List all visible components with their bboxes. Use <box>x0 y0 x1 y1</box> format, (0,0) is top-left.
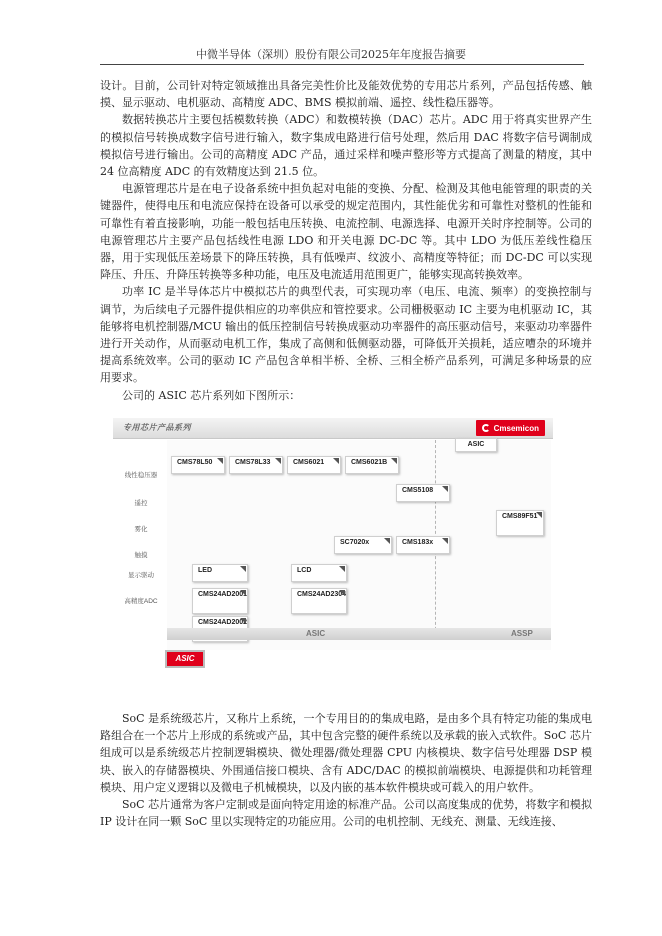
header-divider <box>100 64 584 65</box>
cmsemicon-logo <box>476 420 545 436</box>
chip-cms89f51: CMS89F51 <box>496 510 544 536</box>
chip-cms183x: CMS183x <box>396 536 450 554</box>
text-section-1 <box>100 77 592 404</box>
row-label-adc: 高精度ADC <box>124 598 158 605</box>
row-label-atomize: 雾化 <box>134 526 148 533</box>
chip-cms6021b: CMS6021B <box>345 456 399 474</box>
paragraph-soc-definition: SoC 是系统级芯片，又称片上系统，一个专用目的的集成电路，是由多个具有特定功能的集成电路组合在一个芯片上形成的系统或产品，其中包含完整的硬件系统以及承载的嵌入式软件。SoC 芯片组成可以是系统级芯片控制逻辑模块、微处理器/微处理器 CPU 内核模块、数字信号处理器 DSP 模块、嵌入的存储器模块、外围通信接口模块、含有 ADC/DAC 的模拟前端模块、电源提供和功耗管理模块、用户定义逻辑以及微电子机械模块，以及内嵌的基本软件模块或可载入的用户软件。 <box>100 712 592 794</box>
category-axis-bar <box>167 628 551 640</box>
logo-mark-icon <box>482 424 490 432</box>
logo-text: Cmsemicon <box>493 423 539 433</box>
chip-cms5108: CMS5108 <box>396 484 450 502</box>
page-header: 中微半导体（深圳）股份有限公司2025年年度报告摘要 <box>196 48 466 61</box>
chip-cms24ad2304: CMS24AD2304 <box>291 588 347 614</box>
chip-cms24ad2001: CMS24AD2001 <box>192 588 248 614</box>
paragraph-soc-products: SoC 芯片通常为客户定制或是面向特定用途的标准产品。公司以高度集成的优势，将数字和模拟 IP 设计在同一颗 SoC 里以实现特定的功能应用。公司的电机控制、无线充、测量、无线连接、 <box>100 798 592 829</box>
chip-sc7020x: SC7020x <box>334 536 392 554</box>
paragraph-data-converter: 数据转换芯片主要包括模数转换（ADC）和数模转换（DAC）芯片。ADC 用于将真实世界产生的模拟信号转换成数字信号进行输入，数字集成电路进行信号处理，然后用 DAC 将数字信号调制成模拟信号进行输出。公司的高精度 ADC 产品，通过采样和噪声整形等方式提高了测量的精度，其中 24 位高精度 ADC 的有效精度达到 21.5 位。 <box>100 113 592 179</box>
asic-product-figure <box>113 418 553 668</box>
row-label-display: 显示驱动 <box>128 572 154 579</box>
row-label-ldo: 线性稳压器 <box>124 472 158 479</box>
paragraph-asic-intro: 设计。目前，公司针对特定领域推出具备完美性价比及能效优势的专用芯片系列，产品包括传感、触摸、显示驱动、电机驱动、高精度 ADC、BMS 模拟前端、遥控、线性稳压器等。 <box>100 79 592 110</box>
asic-badge: ASIC <box>165 650 205 668</box>
text-section-2 <box>100 710 592 830</box>
paragraph-power-ic: 功率 IC 是半导体芯片中模拟芯片的典型代表，可实现功率（电压、电流、频率）的变换控制与调节，为后续电子元器件提供相应的功率供应和管控要求。公司栅极驱动 IC 主要为电机驱动 IC，其能够将电机控制器/MCU 输出的低压控制信号转换成驱动功率器件的高压驱动信号，来驱动功率器件进行开关动作，从而驱动电机工作，集成了高侧和低侧驱动器，可降低开关损耗，适应嘈杂的环境并提高系统效率。公司的驱动 IC 产品包含单相半桥、全桥、三相全桥产品系列，可满足多种场景的应用要求。 <box>100 285 592 385</box>
axis-label-assp: ASSP <box>511 629 533 638</box>
chip-cms24ad2002: CMS24AD2002 <box>192 616 248 642</box>
chip-lcd: LCD <box>291 564 347 582</box>
axis-label-asic: ASIC <box>306 629 326 638</box>
figure-title: 专用芯片产品系列 <box>123 423 191 432</box>
row-label-touch: 触摸 <box>134 552 148 559</box>
chip-cms78l50: CMS78L50 <box>171 456 225 474</box>
paragraph-figure-caption: 公司的 ASIC 芯片系列如下图所示： <box>122 388 301 402</box>
paragraph-power-management: 电源管理芯片是在电子设备系统中担负起对电能的变换、分配、检测及其他电能管理的职责的关键器件，使得电压和电流应保持在设备可以承受的规定范围内，其性能优劣和可靠性对整机的性能和可靠性有着直接影响，功能一般包括电压转换、电流控制、电源选择、电源开关时序控制等。公司的电源管理芯片主要产品包括线性电源 LDO 和开关电源 DC-DC 等。其中 LDO 为低压差线性稳压器，用于实现低压差场景下的降压转换，具有低噪声、纹波小、高精度等特征；而 DC-DC 可以实现降压、升压、升降压转换等多种功能，电压及电流适用范围更广，能够实现高转换效率。 <box>100 182 592 282</box>
chip-cms78l33: CMS78L33 <box>229 456 283 474</box>
asic-tag: ASIC <box>455 438 497 452</box>
chip-cms6021: CMS6021 <box>287 456 341 474</box>
chip-led: LED <box>192 564 248 582</box>
figure-title-bar <box>113 418 553 439</box>
row-label-remote: 遥控 <box>134 500 148 507</box>
